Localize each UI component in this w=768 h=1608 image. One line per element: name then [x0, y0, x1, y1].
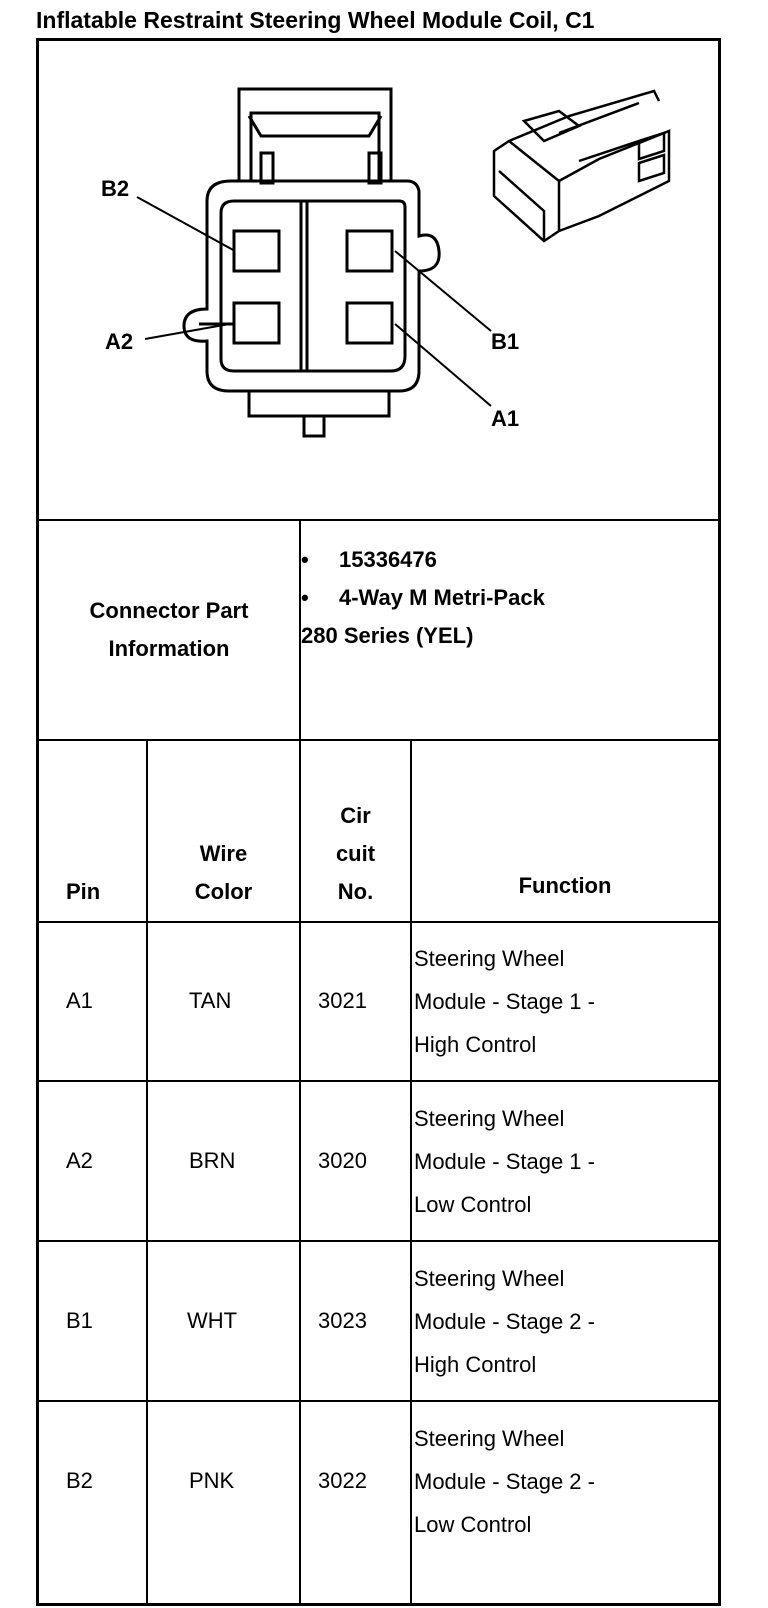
row-4-color: PNK [189, 1468, 235, 1493]
pin-label-b1: B1 [491, 329, 520, 354]
row-1-function [414, 937, 714, 1066]
row-1-pin: A1 [66, 988, 93, 1013]
header-circuit-line1: Cir [340, 803, 371, 828]
document-title: Inflatable Restraint Steering Wheel Module Coil, C1 [36, 7, 595, 33]
connector-face-drawing [39, 41, 718, 519]
row-1-color: TAN [189, 988, 232, 1013]
header-circuit-line3: No. [337, 879, 374, 904]
pin-label-b2: B2 [101, 176, 130, 201]
row-3-circuit: 3023 [318, 1308, 367, 1333]
row-2-function-line2: Module - Stage 1 - [414, 1149, 595, 1174]
divider-row-1 [39, 1080, 718, 1082]
row-4-function-line1: Steering Wheel [414, 1426, 565, 1451]
row-3-function [414, 1257, 714, 1386]
row-1-function-line2: Module - Stage 1 - [414, 989, 595, 1014]
row-1-circuit: 3021 [318, 988, 367, 1013]
pin-label-a2: A2 [105, 329, 134, 354]
divider-row-2 [39, 1240, 718, 1242]
pin-label-a1: A1 [491, 406, 520, 431]
connector-info-label-line2: Information [108, 636, 230, 661]
row-3-function-line2: Module - Stage 2 - [414, 1309, 595, 1334]
row-4-function-line2: Module - Stage 2 - [414, 1469, 595, 1494]
divider-info [39, 739, 718, 741]
header-circuit [301, 781, 410, 911]
divider-row-3 [39, 1400, 718, 1402]
header-wire-color-line2: Color [194, 879, 253, 904]
header-pin: Pin [66, 879, 101, 904]
connector-type: 4-Way M Metri-Pack [339, 585, 545, 610]
row-1-function-line3: High Control [414, 1032, 537, 1057]
header-function: Function [518, 873, 612, 898]
row-2-function [414, 1097, 714, 1226]
header-circuit-line2: cuit [335, 841, 376, 866]
row-3-function-line3: High Control [414, 1352, 537, 1377]
connector-series: 280 Series (YEL) [301, 623, 474, 648]
row-4-circuit: 3022 [318, 1468, 367, 1493]
divider-header [39, 921, 718, 923]
row-3-pin: B1 [66, 1308, 93, 1333]
row-2-pin: A2 [66, 1148, 93, 1173]
connector-info-values: • 15336476 • 4-Way M Metri-Pack 280 Series (YEL) [301, 541, 711, 655]
row-4-function [414, 1417, 714, 1546]
connector-table [36, 38, 721, 1606]
connector-diagram [39, 41, 718, 519]
header-wire-color [148, 821, 299, 911]
row-2-function-line3: Low Control [414, 1192, 532, 1217]
row-4-function-line3: Low Control [414, 1512, 532, 1537]
row-3-function-line1: Steering Wheel [414, 1266, 565, 1291]
header-wire-color-line1: Wire [199, 841, 248, 866]
row-3-color: WHT [187, 1308, 238, 1333]
row-2-color: BRN [189, 1148, 236, 1173]
connector-info-label-line1: Connector Part [89, 598, 249, 623]
row-1-function-line1: Steering Wheel [414, 946, 565, 971]
connector-info-label [39, 521, 299, 739]
row-2-function-line1: Steering Wheel [414, 1106, 565, 1131]
row-2-circuit: 3020 [318, 1148, 367, 1173]
row-4-pin: B2 [66, 1468, 93, 1493]
part-number: 15336476 [339, 547, 437, 572]
